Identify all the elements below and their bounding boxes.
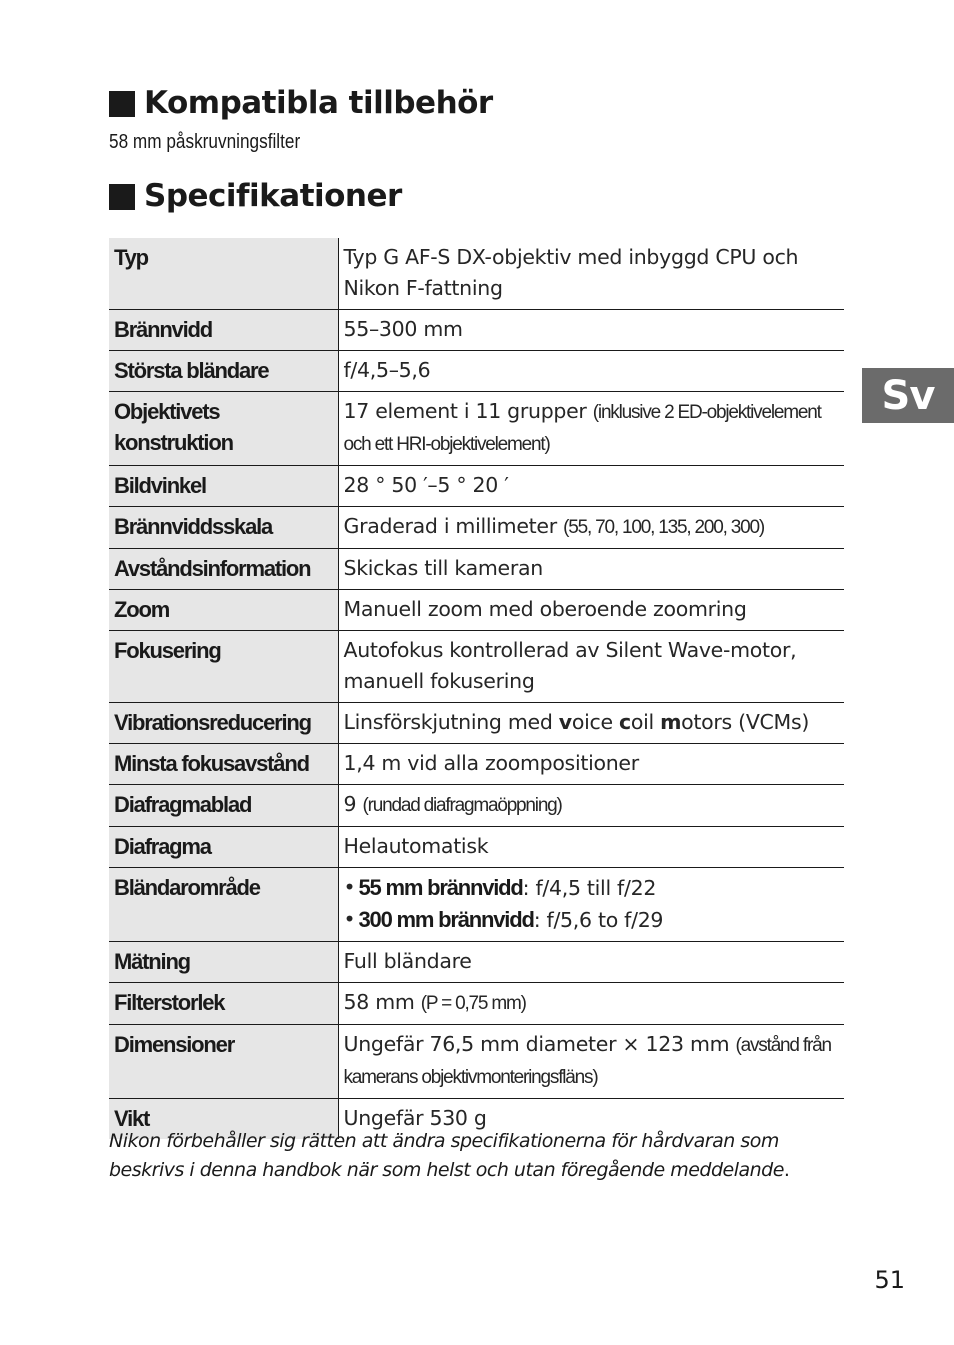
spec-label: Vikt bbox=[109, 1099, 338, 1140]
acronym-letter: v bbox=[558, 710, 572, 734]
list-item bbox=[344, 872, 841, 904]
spec-note: (inklusive 2 ED-objektivelement och ett HRI-objektivelement) bbox=[343, 402, 821, 455]
spec-label: Dimensioner bbox=[109, 1025, 338, 1099]
spec-value: Manuell zoom med oberoende zoomring bbox=[338, 590, 844, 631]
spec-row-diafragmablad bbox=[109, 785, 844, 827]
accessory-text: 58 mm påskruvningsfilter bbox=[109, 131, 301, 153]
spec-row-storsta-blandare bbox=[109, 351, 844, 392]
spec-value-text: 58 mm bbox=[343, 990, 415, 1014]
spec-label: Diafragma bbox=[109, 827, 338, 868]
specifications-heading bbox=[109, 178, 402, 214]
spec-row-matning bbox=[109, 942, 844, 983]
list-item-value: : f/4,5 till f/22 bbox=[522, 876, 657, 900]
spec-label: Typ bbox=[109, 238, 338, 310]
spec-row-diafragma bbox=[109, 827, 844, 868]
spec-label: Diafragmablad bbox=[109, 785, 338, 827]
square-bullet-icon bbox=[109, 184, 135, 210]
spec-label: Minsta fokusavstånd bbox=[109, 744, 338, 785]
spec-value-text: 9 bbox=[343, 792, 357, 816]
page-number: 51 bbox=[874, 1266, 905, 1294]
list-item-label: 300 mm brännvidd bbox=[358, 907, 534, 932]
list-item-label: 55 mm brännvidd bbox=[358, 875, 523, 900]
spec-row-brannviddsskala bbox=[109, 507, 844, 549]
spec-row-fokusering bbox=[109, 631, 844, 703]
spec-row-minsta-fokusavstand bbox=[109, 744, 844, 785]
spec-value: Helautomatisk bbox=[338, 827, 844, 868]
spec-value: 55–300 mm bbox=[338, 310, 844, 351]
spec-value bbox=[338, 983, 844, 1025]
specifications-title: Specifikationer bbox=[144, 178, 402, 214]
spec-note: (55, 70, 100, 135, 200, 300) bbox=[563, 517, 764, 538]
spec-row-typ bbox=[109, 238, 844, 310]
list-item bbox=[344, 904, 841, 936]
spec-value bbox=[338, 507, 844, 549]
square-bullet-icon bbox=[109, 91, 135, 117]
spec-row-avstandsinformation bbox=[109, 549, 844, 590]
footnote-period: . bbox=[783, 1159, 790, 1181]
spec-value bbox=[338, 868, 844, 942]
spec-value: Ungefär 530 g bbox=[343, 1106, 487, 1130]
spec-row-vibrationsreducering bbox=[109, 703, 844, 744]
spec-value: Autofokus kontrollerad av Silent Wave-motor, manuell fokusering bbox=[338, 631, 844, 703]
spec-value bbox=[338, 703, 844, 744]
spec-row-bildvinkel bbox=[109, 466, 844, 507]
spec-value-text: oice bbox=[571, 710, 619, 734]
acronym-letter: m bbox=[660, 710, 682, 734]
spec-value-text: otors (VCMs) bbox=[681, 710, 810, 734]
spec-label: Bildvinkel bbox=[109, 466, 338, 507]
spec-value-text: Linsförskjutning med bbox=[343, 710, 559, 734]
language-tab: Sv bbox=[862, 368, 954, 423]
spec-value bbox=[338, 392, 844, 466]
disclaimer-footnote bbox=[109, 1127, 849, 1185]
spec-note: (P = 0,75 mm) bbox=[420, 993, 526, 1014]
spec-value-text: oil bbox=[630, 710, 661, 734]
spec-value: Typ G AF-S DX-objektiv med inbyggd CPU och Nikon F-fattning bbox=[338, 238, 844, 310]
spec-label: Avståndsinformation bbox=[109, 549, 338, 590]
specifications-table bbox=[109, 238, 844, 1139]
spec-row-filterstorlek bbox=[109, 983, 844, 1025]
spec-label: Brännviddsskala bbox=[109, 507, 338, 549]
acronym-letter: c bbox=[619, 710, 631, 734]
spec-row-brannvidd bbox=[109, 310, 844, 351]
spec-label: Största bländare bbox=[109, 351, 338, 392]
list-item-value: : f/5,6 to f/29 bbox=[533, 908, 664, 932]
spec-value bbox=[338, 785, 844, 827]
compatible-accessories-heading bbox=[109, 85, 493, 121]
spec-value: f/4,5–5,6 bbox=[338, 351, 844, 392]
spec-label: Vibrationsreducering bbox=[109, 703, 338, 744]
spec-label: Zoom bbox=[109, 590, 338, 631]
footnote-text: Nikon förbehåller sig rätten att ändra specifikationerna för hårdvaran som beskrivs i denna handbok när som helst och utan föregående meddelande bbox=[109, 1130, 784, 1181]
spec-value: Skickas till kameran bbox=[338, 549, 844, 590]
spec-row-blandaromrade bbox=[109, 868, 844, 942]
spec-note: (avstånd från kamerans objektivmonteringsfläns) bbox=[343, 1035, 831, 1088]
spec-row-dimensioner bbox=[109, 1025, 844, 1099]
spec-row-objektivets-konstruktion bbox=[109, 392, 844, 466]
spec-label: Objektivets konstruktion bbox=[109, 392, 338, 466]
spec-value-text: 17 element i 11 grupper bbox=[343, 399, 587, 423]
spec-value-text: Ungefär 76,5 mm diameter × 123 mm bbox=[343, 1032, 730, 1056]
aperture-range-list bbox=[344, 872, 841, 936]
spec-value-text: Graderad i millimeter bbox=[343, 514, 557, 538]
spec-note: (rundad diafragmaöppning) bbox=[362, 795, 562, 816]
spec-label: Brännvidd bbox=[109, 310, 338, 351]
spec-label: Bländarområde bbox=[109, 868, 338, 942]
spec-value: 28 ° 50 ′–5 ° 20 ′ bbox=[338, 466, 844, 507]
spec-value: Full bländare bbox=[338, 942, 844, 983]
spec-value bbox=[338, 1025, 844, 1099]
spec-label: Mätning bbox=[109, 942, 338, 983]
spec-value: 1,4 m vid alla zoompositioner bbox=[338, 744, 844, 785]
compatible-accessories-title: Kompatibla tillbehör bbox=[144, 85, 493, 121]
spec-row-zoom bbox=[109, 590, 844, 631]
spec-label: Fokusering bbox=[109, 631, 338, 703]
spec-label: Filterstorlek bbox=[109, 983, 338, 1025]
